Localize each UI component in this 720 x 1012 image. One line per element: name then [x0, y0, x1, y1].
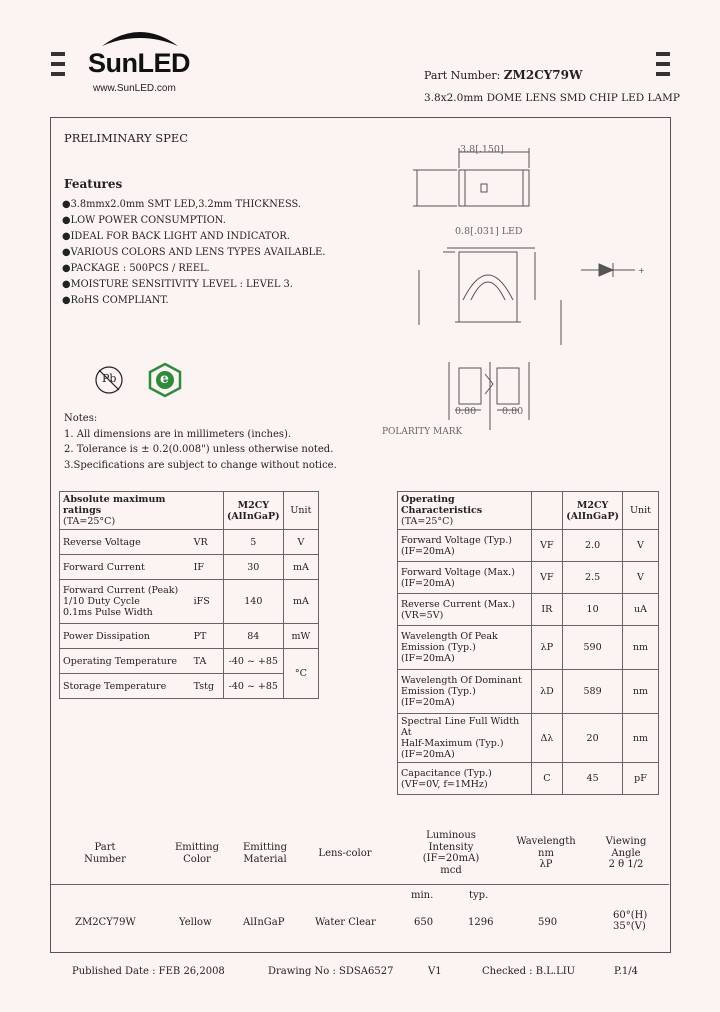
sel-head-min: min.	[411, 890, 434, 901]
notes	[64, 411, 337, 473]
feature-item: ●IDEAL FOR BACK LIGHT AND INDICATOR.	[62, 231, 290, 242]
sel-part: ZM2CY79W	[75, 917, 136, 928]
features-list	[62, 199, 352, 311]
footer-version: V1	[428, 966, 442, 977]
table-row: Spectral Line Full Width At Half-Maximum (Typ.) (IF=20mA) Δλ 20 nm	[398, 714, 659, 763]
sel-head-typ: typ.	[469, 890, 489, 901]
svg-text:+: +	[638, 266, 645, 275]
table-row: Storage Temperature Tstg -40 ~ +85	[60, 674, 319, 699]
part-number-label: Part Number:	[424, 69, 501, 82]
sel-typ: 1296	[468, 917, 494, 928]
table-row: Forward Current (Peak) 1/10 Duty Cycle 0.1ms Pulse Width iFS 140 mA	[60, 580, 319, 624]
op-char-unit-col: Unit	[622, 492, 658, 530]
preliminary-spec: PRELIMINARY SPEC	[64, 131, 189, 145]
table-row: Wavelength Of Peak Emission (Typ.) (IF=20mA) λP 590 nm	[398, 626, 659, 670]
note-item: 1. All dimensions are in millimeters (inches).	[64, 428, 292, 440]
feature-item: ●MOISTURE SENSITIVITY LEVEL : LEVEL 3.	[62, 279, 293, 290]
pad-label-left: 0.80	[455, 406, 477, 417]
brand-url: www.SunLED.com	[93, 83, 176, 94]
table-row: Wavelength Of Dominant Emission (Typ.) (IF=20mA) λD 589 nm	[398, 670, 659, 714]
footer-published: Published Date : FEB 26,2008	[72, 966, 225, 977]
sel-head-lens: Lens-color	[318, 848, 372, 859]
dim-label-led: 0.8[.031] LED	[455, 226, 523, 237]
sel-head-wavelength: Wavelength nm λP	[516, 836, 576, 870]
pad-label-right: 0.80	[502, 406, 524, 417]
sel-wavelength: 590	[538, 917, 558, 928]
corner-mark-left	[51, 52, 65, 56]
sel-material: AlInGaP	[243, 917, 285, 928]
table-row: Forward Voltage (Typ.) (IF=20mA) VF 2.0 V	[398, 530, 659, 562]
table-row: Capacitance (Typ.) (VF=0V, f=1MHz) C 45 pF	[398, 763, 659, 795]
abs-max-table	[59, 491, 319, 699]
brand-logo: SunLED	[88, 48, 190, 78]
feature-item: ●RoHS COMPLIANT.	[62, 295, 169, 306]
sel-angle: 60°(H) 35°(V)	[613, 910, 648, 932]
op-char-part-col: M2CY (AlInGaP)	[563, 492, 623, 530]
op-char-title: Operating Characteristics (TA=25°C)	[398, 492, 532, 530]
table-row: Forward Voltage (Max.) (IF=20mA) VF 2.5 V	[398, 562, 659, 594]
sunled-logo-arc	[100, 24, 180, 48]
note-item: 3.Specifications are subject to change without notice.	[64, 459, 337, 471]
feature-item: ●VARIOUS COLORS AND LENS TYPES AVAILABLE.	[62, 247, 326, 258]
features-title: Features	[64, 177, 123, 191]
sel-divider	[51, 884, 669, 885]
feature-item: ●3.8mmx2.0mm SMT LED,3.2mm THICKNESS.	[62, 199, 301, 210]
rohs-label: e	[160, 371, 169, 387]
sel-head-color: Emitting Color	[174, 842, 220, 865]
sel-head-intensity: Luminous Intensity (IF=20mA) mcd	[422, 830, 480, 876]
package-drawing	[395, 140, 665, 440]
footer-page: P.1/4	[614, 966, 638, 977]
dim-label-top: 3.8[.150]	[460, 144, 504, 155]
notes-title: Notes:	[64, 413, 98, 424]
polarity-label: POLARITY MARK	[382, 427, 463, 437]
abs-max-title: Absolute maximum ratings (TA=25°C)	[60, 492, 191, 530]
abs-max-unit-col: Unit	[283, 492, 318, 530]
footer-drawing: Drawing No : SDSA6527	[268, 966, 394, 977]
sel-head-part: Part Number	[84, 842, 126, 865]
selection-guide	[51, 828, 669, 950]
corner-mark-right	[656, 62, 670, 66]
pb-free-badge	[94, 365, 124, 395]
feature-item: ●LOW POWER CONSUMPTION.	[62, 215, 226, 226]
product-description: 3.8x2.0mm DOME LENS SMD CHIP LED LAMP	[424, 92, 680, 104]
sel-lens: Water Clear	[315, 917, 376, 928]
sel-head-material: Emitting Material	[242, 842, 288, 865]
op-char-table	[397, 491, 659, 795]
pb-label: Pb	[102, 372, 117, 385]
part-number-line	[424, 68, 582, 82]
abs-max-part-col: M2CY (AlInGaP)	[223, 492, 283, 530]
rohs-badge	[146, 362, 184, 398]
note-item: 2. Tolerance is ± 0.2(0.008") unless otherwise noted.	[64, 444, 334, 455]
corner-mark-left	[51, 62, 65, 66]
corner-mark-left	[51, 72, 65, 76]
feature-item: ●PACKAGE : 500PCS / REEL.	[62, 263, 210, 274]
footer-checked: Checked : B.L.LIU	[482, 966, 576, 977]
corner-mark-right	[656, 52, 670, 56]
table-row: Operating Temperature TA -40 ~ +85 °C	[60, 649, 319, 674]
table-row: Reverse Voltage VR 5 V	[60, 530, 319, 555]
part-number: ZM2CY79W	[503, 68, 583, 82]
sel-color: Yellow	[179, 917, 212, 928]
table-row: Forward Current IF 30 mA	[60, 555, 319, 580]
table-row: Reverse Current (Max.) (VR=5V) IR 10 uA	[398, 594, 659, 626]
table-row: Power Dissipation PT 84 mW	[60, 624, 319, 649]
sel-head-angle: Viewing Angle 2 θ 1/2	[605, 836, 647, 870]
sel-min: 650	[414, 917, 434, 928]
corner-mark-right	[656, 72, 670, 76]
